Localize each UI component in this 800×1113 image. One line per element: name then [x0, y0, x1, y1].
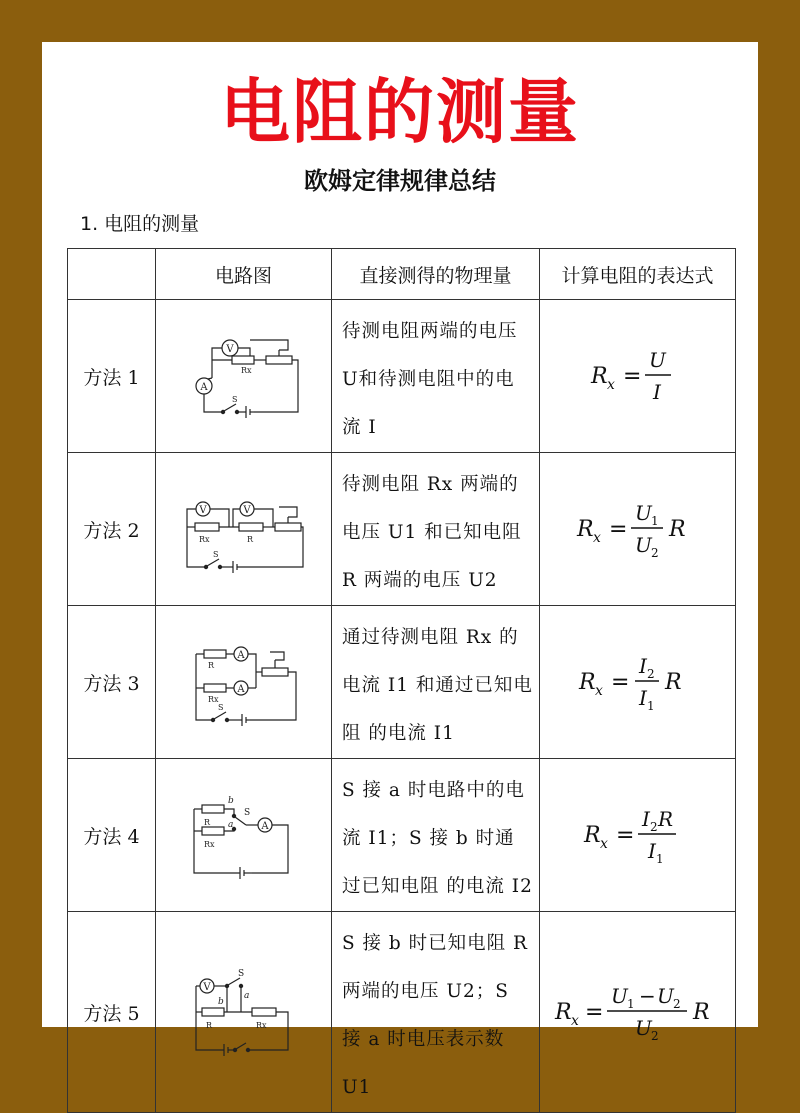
- diagram-label: V: [242, 505, 251, 516]
- formula-cell: [540, 759, 736, 912]
- method-label: 方法 5: [68, 912, 156, 1113]
- diagram-label: Rx: [203, 840, 215, 849]
- table-header-row: [68, 249, 736, 300]
- circuit-diagram-5: [156, 912, 332, 1113]
- circuit-diagram-4: [156, 759, 332, 912]
- diagram-label: A: [260, 821, 269, 832]
- diagram-label: R: [246, 535, 253, 544]
- diagram-label: S: [243, 808, 250, 818]
- svg-text:1: 1: [655, 852, 664, 866]
- formula-3: [573, 647, 703, 717]
- circuit-diagram-1: [156, 300, 332, 453]
- quantity-text: S 接 a 时电路中的电流 I1；S 接 b 时通过已知电阻 的电流 I2: [332, 759, 540, 912]
- circuit-diagram-svg: [179, 479, 309, 579]
- svg-text:1: 1: [650, 514, 659, 528]
- svg-text:R: R: [590, 364, 608, 389]
- svg-text:2: 2: [650, 546, 659, 560]
- method-label: 方法 2: [68, 453, 156, 606]
- svg-text:I: I: [641, 807, 650, 831]
- svg-text:R: R: [657, 807, 673, 831]
- diagram-label: b: [227, 796, 234, 806]
- measurement-table: [67, 248, 736, 1113]
- diagram-label: Rx: [240, 366, 252, 375]
- formula-1: [583, 341, 693, 411]
- diagram-label: R: [207, 661, 214, 670]
- svg-text:R: R: [583, 823, 601, 848]
- circuit-diagram-3: [156, 606, 332, 759]
- quantity-text: 通过待测电阻 Rx 的电流 I1 和通过已知电阻 的电流 I1: [332, 606, 540, 759]
- diagram-label: Rx: [255, 1021, 267, 1030]
- svg-text:U: U: [656, 984, 674, 1008]
- circuit-diagram-2: [156, 453, 332, 606]
- svg-text:x: x: [606, 377, 615, 393]
- table-header-blank: [68, 249, 156, 300]
- diagram-label: V: [225, 344, 234, 355]
- formula-cell: [540, 912, 736, 1113]
- table-row: [68, 606, 736, 759]
- diagram-label: S: [217, 703, 223, 712]
- table-row: [68, 759, 736, 912]
- svg-text:R: R: [578, 670, 596, 695]
- diagram-label: R: [205, 1021, 212, 1030]
- table-row: [68, 453, 736, 606]
- svg-text:R: R: [664, 670, 682, 695]
- svg-text:R: R: [576, 517, 594, 542]
- svg-text:U: U: [648, 348, 666, 372]
- formula-2: [573, 494, 703, 564]
- svg-text:2: 2: [650, 1029, 659, 1043]
- svg-text:1: 1: [626, 997, 635, 1011]
- svg-text:1: 1: [646, 699, 655, 713]
- diagram-label: V: [202, 982, 211, 993]
- diagram-label: S: [212, 550, 218, 559]
- page-subtitle: 欧姆定律规律总结: [304, 167, 496, 195]
- formula-cell: [540, 606, 736, 759]
- table-row: [68, 300, 736, 453]
- svg-text:I: I: [638, 654, 647, 678]
- circuit-diagram-svg: [184, 632, 304, 732]
- diagram-label: b: [217, 997, 224, 1007]
- method-label: 方法 4: [68, 759, 156, 912]
- svg-text:−: −: [638, 984, 656, 1008]
- method-label: 方法 3: [68, 606, 156, 759]
- quantity-text: 待测电阻两端的电压U和待测电阻中的电流 I: [332, 300, 540, 453]
- diagram-label: Rx: [207, 695, 219, 704]
- circuit-diagram-svg: [184, 785, 304, 885]
- svg-text:x: x: [599, 836, 608, 852]
- formula-5: [553, 977, 723, 1047]
- diagram-label: S: [237, 969, 244, 979]
- svg-text:x: x: [570, 1013, 579, 1029]
- svg-text:I: I: [647, 839, 656, 863]
- formula-cell: [540, 453, 736, 606]
- method-label: 方法 1: [68, 300, 156, 453]
- section-heading: 1. 电阻的测量: [80, 213, 200, 235]
- table-header-quantity: 直接测得的物理量: [332, 249, 540, 300]
- diagram-label: S: [231, 395, 237, 404]
- svg-text:=: =: [610, 670, 629, 695]
- diagram-label: V: [198, 505, 207, 516]
- circuit-diagram-svg: [184, 326, 304, 426]
- formula-cell: [540, 300, 736, 453]
- table-header-formula: 计算电阻的表达式: [540, 249, 736, 300]
- svg-text:2: 2: [649, 820, 658, 834]
- diagram-label: A: [236, 684, 245, 695]
- svg-text:U: U: [634, 533, 652, 557]
- table-header-diagram: 电路图: [156, 249, 332, 300]
- svg-text:R: R: [692, 1000, 710, 1025]
- svg-text:U: U: [610, 984, 628, 1008]
- formula-4: [578, 800, 698, 870]
- diagram-label: A: [236, 650, 245, 661]
- svg-text:2: 2: [672, 997, 681, 1011]
- svg-text:U: U: [634, 1016, 652, 1040]
- svg-text:U: U: [634, 501, 652, 525]
- diagram-label: a: [243, 991, 249, 1001]
- svg-text:I: I: [638, 686, 647, 710]
- svg-text:x: x: [592, 530, 601, 546]
- svg-text:R: R: [668, 517, 686, 542]
- diagram-label: a: [227, 820, 233, 830]
- svg-text:I: I: [652, 380, 661, 404]
- svg-text:R: R: [554, 1000, 572, 1025]
- svg-text:=: =: [615, 823, 634, 848]
- quantity-text: S 接 b 时已知电阻 R 两端的电压 U2；S 接 a 时电压表示数 U1: [332, 912, 540, 1113]
- page-title: 电阻的测量: [220, 71, 580, 153]
- circuit-diagram-svg: [184, 962, 304, 1062]
- svg-text:2: 2: [646, 667, 655, 681]
- diagram-label: A: [199, 382, 208, 393]
- svg-text:=: =: [622, 364, 641, 389]
- content-sheet: [42, 42, 758, 1098]
- svg-text:=: =: [608, 517, 627, 542]
- quantity-text: 待测电阻 Rx 两端的电压 U1 和已知电阻 R 两端的电压 U2: [332, 453, 540, 606]
- svg-text:=: =: [584, 1000, 603, 1025]
- table-row: [68, 912, 736, 1113]
- diagram-label: R: [203, 818, 210, 827]
- diagram-label: Rx: [198, 535, 210, 544]
- svg-text:x: x: [594, 683, 603, 699]
